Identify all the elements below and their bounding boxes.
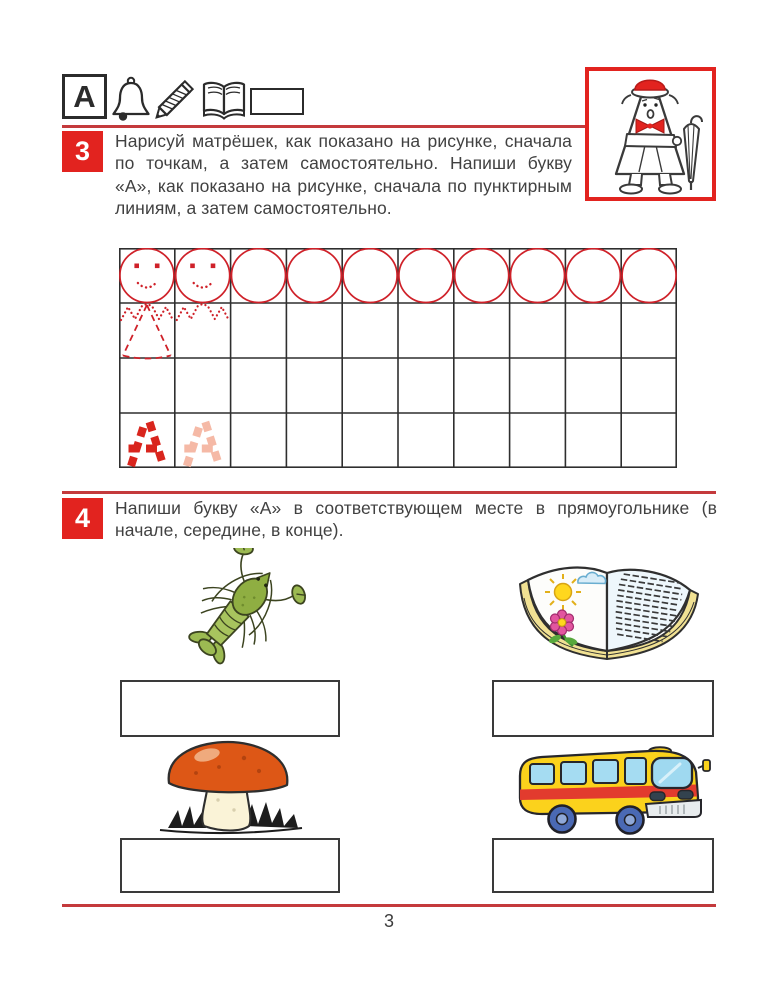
footer-divider	[62, 904, 716, 907]
task-3-number-badge	[62, 131, 103, 172]
answer-box-book[interactable]	[492, 680, 714, 737]
header-divider	[62, 125, 585, 128]
task-4-number-badge	[62, 498, 103, 539]
task-3-text: Нарисуй матрёшек, как показано на рисунке, сначала по точкам, а затем самостоятельно. Напиши букву «А», как показано на рисунке, сначала по пунктирным линиям, а затем самостоятельно.	[115, 131, 572, 219]
open-book-picture	[510, 540, 708, 672]
bell-icon	[110, 75, 152, 123]
crayfish-picture	[158, 548, 316, 676]
task-4-text: Напиши букву «А» в соответствующем месте в прямоугольнике (в начале, середине, в конце).	[115, 498, 717, 541]
answer-box-mushroom[interactable]	[120, 838, 340, 893]
letter-a-man-icon	[589, 71, 712, 197]
page-number: 3	[383, 911, 394, 931]
bus-picture	[508, 742, 712, 837]
pencil-icon	[150, 76, 200, 122]
letter-header-box	[62, 74, 107, 119]
mushroom-picture	[148, 740, 310, 836]
dashed-letter-a-pink	[184, 422, 219, 466]
rectangle-icon	[250, 88, 304, 115]
answer-box-crayfish[interactable]	[120, 680, 340, 737]
task-3-number: 3	[74, 136, 91, 166]
task-4-divider	[62, 491, 716, 494]
letter-header: А	[73, 78, 96, 114]
dashed-letter-a-red	[129, 422, 164, 466]
open-book-icon	[200, 80, 248, 122]
tracing-practice-grid[interactable]	[119, 248, 677, 468]
answer-box-bus[interactable]	[492, 838, 714, 893]
letter-a-character-frame	[585, 67, 716, 201]
task-4-number: 4	[74, 503, 91, 533]
